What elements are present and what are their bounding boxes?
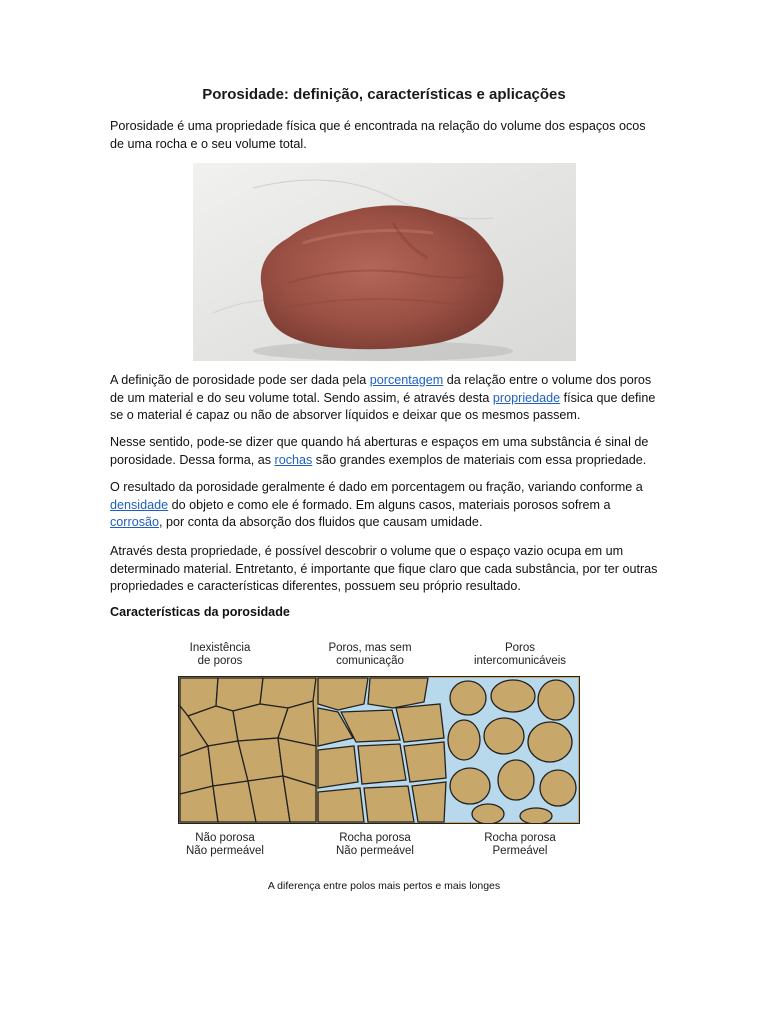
- section-heading: Características da porosidade: [110, 605, 290, 619]
- link-rochas[interactable]: rochas: [274, 452, 313, 467]
- p2-text-1: Nesse sentido, pode-se dizer que quando há aberturas e espaços em uma substância é sinal de porosidade. Dessa forma, as: [110, 435, 649, 467]
- link-propriedade[interactable]: propriedade: [492, 390, 561, 405]
- p1-text-2: da relação entre o volume dos poros de um material e do seu volume total. Sendo assim, é através desta: [110, 373, 652, 405]
- figure-caption: A diferença entre polos mais pertos e mais longes: [267, 880, 501, 892]
- p3-text-3: , por conta da absorção dos fluidos que causam umidade.: [159, 515, 483, 529]
- grains-illustration: [178, 676, 580, 824]
- label-non-porous: Não porosa Não permeável: [186, 832, 264, 857]
- p2-text-2: são grandes exemplos de materiais com essa propriedade.: [312, 452, 647, 467]
- paragraph-volume: Através desta propriedade, é possível descobrir o volume que o espaço vazio ocupa em um determinado material. Entretanto, é importante que fique claro que cada substância, por ter outras propriedades e características diferentes, possuem seu próprio resultado.: [110, 544, 658, 593]
- intro-paragraph: Porosidade é uma propriedade física que é encontrada na relação do volume dos espaços ocos de uma rocha e o seu volume total.: [110, 119, 646, 151]
- link-porcentagem[interactable]: porcentagem: [369, 373, 444, 387]
- paragraph-resultado: [110, 479, 658, 532]
- link-densidade[interactable]: densidade: [110, 497, 169, 512]
- p3-text-2: do objeto e como ele é formado. Em alguns casos, materiais porosos sofrem a: [168, 497, 611, 512]
- rock-photo: [193, 163, 576, 361]
- sandstone-image: [193, 163, 576, 361]
- porosity-diagram: [160, 640, 580, 870]
- p1-text-3: física que define se o material é capaz ou não de absorver líquidos e deixar que os mesmos passem.: [110, 390, 656, 422]
- link-corrosao[interactable]: corrosão: [110, 515, 159, 529]
- page-title: Porosidade: definição, características e aplicações: [202, 86, 566, 103]
- label-porous-permeable: Rocha porosa Permeável: [484, 832, 556, 857]
- p1-text-1: A definição de porosidade pode ser dada pela: [110, 373, 370, 387]
- p3-text-1: O resultado da porosidade geralmente é dado em porcentagem ou fração, variando conforme a: [110, 480, 643, 494]
- label-no-pores: Inexistência de poros: [189, 642, 251, 667]
- paragraph-sentido: [110, 434, 658, 469]
- label-unconnected-pores: Poros, mas sem comunicação: [328, 642, 412, 667]
- paragraph-definition: [110, 372, 658, 425]
- label-porous-impermeable: Rocha porosa Não permeável: [336, 832, 414, 857]
- label-connected-pores: Poros intercomunicáveis: [473, 642, 567, 667]
